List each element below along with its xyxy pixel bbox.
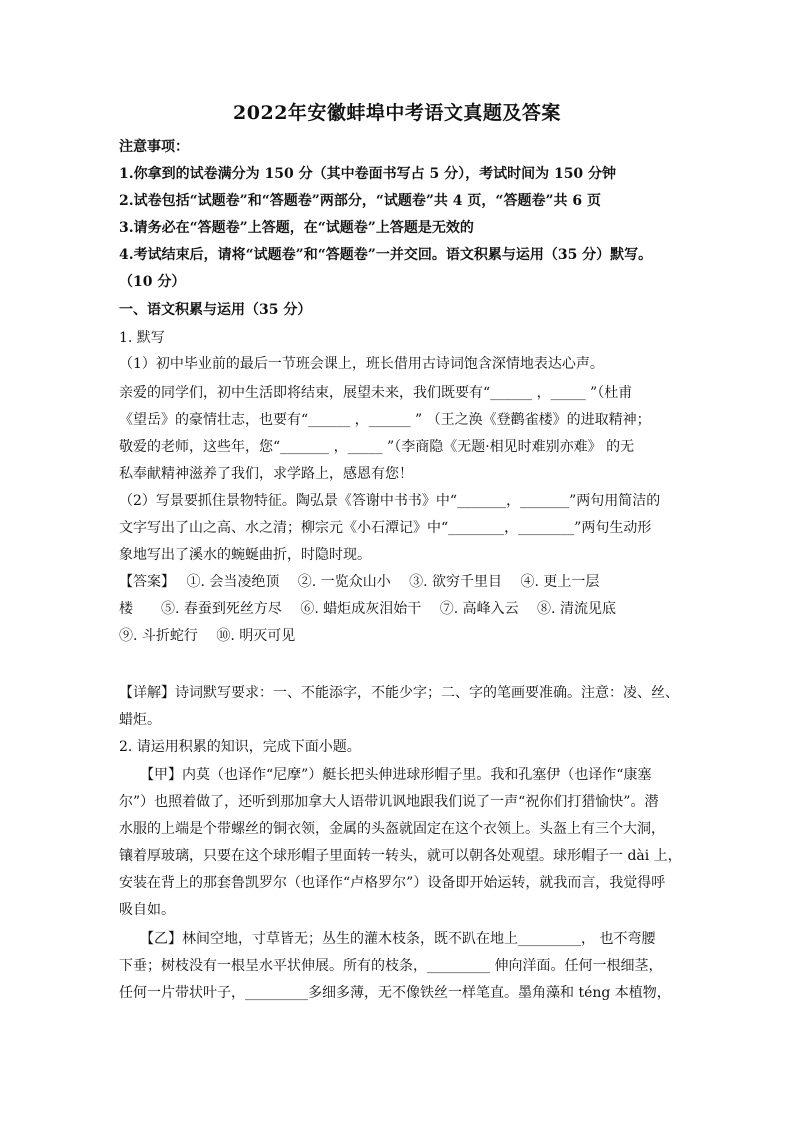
question-text: 《望岳》的豪情壮志，也要有“______ ，______ ” （王之涣《登鹳雀楼》的进取精神； [119,412,651,428]
notice-item: 1.你拿到的试卷满分为 150 分（其中卷面书写占 5 分），考试时间为 150 分钟 [119,166,617,182]
passage-line: 安装在背上的那套鲁凯罗尔（也译作“卢格罗尔”）设备即开始运转，就我而言，我觉得呼 [119,875,666,891]
passage-line: 【乙】林间空地，寸草皆无；丛生的灌木枝条，既不趴在地上_________， 也不弯腰 [119,931,656,947]
question-label: 2. 请运用积累的知识，完成下面小题。 [119,739,361,755]
passage-line: 任何一片带状叶子，_________多细多薄，无不像铁丝一样笔直。墨角藻和 téng 本植物， [119,985,671,1001]
question-text: （2）写景要抓住景物特征。陶弘景《答谢中书书》中“_______，_______”两句用简洁的 [119,493,661,509]
question-label: 1. 默写 [119,330,165,346]
question-text: 敬爱的老师，这些年，您“_______ ，_____ ”（李商隐《无题·相见时难别亦难》 的无 [119,439,635,455]
passage-line: 下垂；树枝没有一根呈水平状伸展。所有的枝条，_________ 伸向洋面。任何一根细茎， [119,958,663,974]
question-text: （1）初中毕业前的最后一节班会课上，班长借用古诗词饱含深情地表达心声。 [119,356,604,372]
notice-heading: 注意事项： [119,139,189,155]
question-text: 文字写出了山之高、水之清；柳宗元《小石潭记》中“________，________”两句生动形 [119,520,652,536]
passage-line: 【甲】内莫（也译作“尼摩”）艇长把头伸进球形帽子里。我和孔塞伊（也译作“康塞 [119,767,652,783]
notice-item: 4.考试结束后，请将“试题卷”和“答题卷”一并交回。语文积累与运用（35 分）默写。 [119,247,653,263]
passage-line: 镶着厚玻璃，只要在这个球形帽子里面转一转头，就可以朝各处观望。球形帽子一 dài 上， [119,848,682,864]
passage-line: 水服的上端是个带螺丝的铜衣领，金属的头盔就固定在这个衣领上。头盔上有三个大洞， [119,821,665,837]
notice-item: 2.试卷包括“试题卷”和“答题卷”两部分，“试题卷”共 4 页，“答题卷”共 6 页 [119,193,602,209]
answer-line: 楼 ⑤. 春蚕到死丝方尽 ⑥. 蜡炬成灰泪始干 ⑦. 高峰入云 ⑧. 清流见底 [119,601,616,617]
detail-line: 蜡炬。 [119,712,161,728]
page-title: 2022年安徽蚌埠中考语文真题及答案 [233,102,561,124]
answer-line: 【答案】 ①. 会当凌绝顶 ②. 一览众山小 ③. 欲穷千里目 ④. 更上一层 [119,574,600,590]
notice-item: （10 分） [119,274,186,290]
passage-line: 吸自如。 [119,902,175,918]
question-text: 私奉献精神滋养了我们，求学路上，感恩有您！ [119,466,413,482]
notice-item: 3.请务必在“答题卷”上答题，在“试题卷”上答题是无效的 [119,220,474,236]
section-heading: 一、语文积累与运用（35 分） [119,302,312,318]
detail-line: 【详解】诗词默写要求：一、不能添字，不能少字；二、字的笔画要准确。注意：凌、丝、 [119,685,679,701]
question-text: 亲爱的同学们，初中生活即将结束，展望未来，我们既要有“______ ，_____ ”（杜甫 [119,385,633,401]
question-text: 象地写出了溪水的蜿蜒曲折，时隐时现。 [119,547,371,563]
passage-line: 尔”）也照着做了，还听到那加拿大人语带讥讽地跟我们说了一声“祝你们打猎愉快”。潜 [119,794,659,810]
answer-line: ⑨. 斗折蛇行 ⑩. 明灭可见 [119,628,296,644]
